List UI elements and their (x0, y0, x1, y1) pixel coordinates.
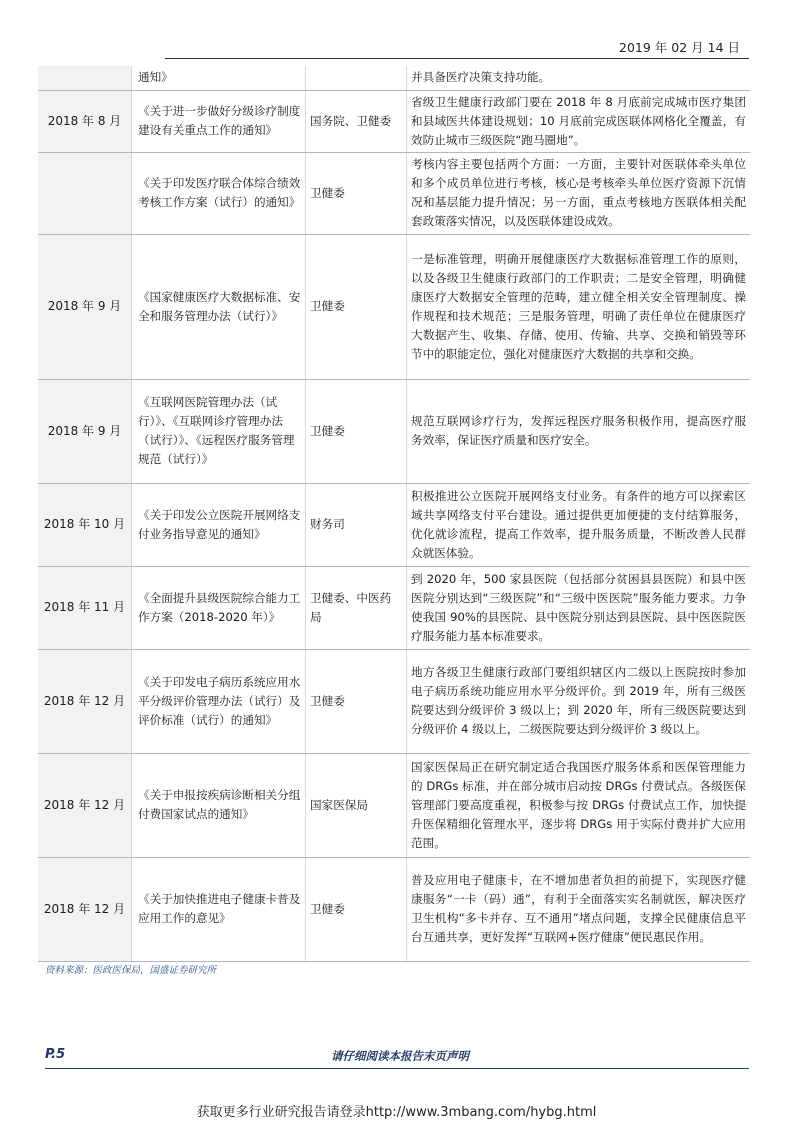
row-department: 国务院、卫健委 (306, 90, 407, 152)
row-content: 国家医保局正在研究制定适合我国医疗服务体系和医保管理能力的 DRGs 标准，并在部分城市启动按 DRGs 付费试点。各级医保管理部门要高度重视，积极参与按 DRGs 付费试点工作，加快提升医保精细化管理水平，逐步将 DRGs 用于实际付费并扩大应用范围。 (407, 753, 751, 857)
row-department (306, 66, 407, 90)
row-department: 卫健委 (306, 379, 407, 483)
row-date: 2018 年 10 月 (38, 483, 132, 566)
row-content: 并具备医疗决策支持功能。 (407, 66, 751, 90)
table-row (38, 234, 750, 379)
row-date: 2018 年 12 月 (38, 649, 132, 753)
disclaimer-note: 请仔细阅读本报告末页声明 (331, 1049, 469, 1063)
row-department: 卫健委 (306, 857, 407, 961)
row-date (38, 66, 132, 90)
row-content: 地方各级卫生健康行政部门要组织辖区内二级以上医院按时参加电子病历系统功能应用水平分级评价。到 2019 年，所有三级医院要达到分级评价 3 级以上；到 2020 年，所有三级医院要达到分级评价 4 级以上，二级医院要达到分级评价 3 级以上。 (407, 649, 751, 753)
row-policy-name: 《关于印发医疗联合体综合绩效考核工作方案（试行）的通知》 (132, 152, 306, 234)
footer-divider (45, 1068, 749, 1069)
source-note: 资料来源：医政医保局，国盛证券研究所 (45, 965, 217, 976)
row-content: 普及应用电子健康卡，在不增加患者负担的前提下，实现医疗健康服务“一卡（码）通”，有利于全面落实实名制就医，解决医疗卫生机构“多卡并存、互不通用”堵点问题，支撑全民健康信息平台互通共享，更好发挥“互联网+医疗健康”便民惠民作用。 (407, 857, 751, 961)
row-department: 财务司 (306, 483, 407, 566)
row-policy-name: 通知》 (132, 66, 306, 90)
page-number: P.5 (45, 1047, 66, 1062)
row-date: 2018 年 9 月 (38, 379, 132, 483)
row-department: 卫健委 (306, 234, 407, 379)
row-date: 2018 年 12 月 (38, 857, 132, 961)
row-policy-name: 《关于加快推进电子健康卡普及应用工作的意见》 (132, 857, 306, 961)
table-row (38, 379, 750, 483)
table-row (38, 483, 750, 566)
row-department: 卫健委 (306, 649, 407, 753)
header-divider (165, 58, 749, 59)
policy-table (38, 66, 750, 962)
row-content: 规范互联网诊疗行为，发挥远程医疗服务积极作用，提高医疗服务效率，保证医疗质量和医疗安全。 (407, 379, 751, 483)
row-date: 2018 年 8 月 (38, 90, 132, 152)
table-row (38, 857, 750, 961)
table-row (38, 753, 750, 857)
row-department: 卫健委 (306, 152, 407, 234)
row-content: 考核内容主要包括两个方面：一方面，主要针对医联体牵头单位和多个成员单位进行考核，核心是考核牵头单位医疗资源下沉情况和基层能力提升情况；另一方面，重点考核地方医联体相关配套政策落实情况，以及医联体建设成效。 (407, 152, 751, 234)
download-banner[interactable]: 获取更多行业研究报告请登录http://www.3mbang.com/hybg.html (196, 1105, 597, 1120)
row-policy-name: 《关于申报按疾病诊断相关分组付费国家试点的通知》 (132, 753, 306, 857)
row-policy-name: 《关于进一步做好分级诊疗制度建设有关重点工作的通知》 (132, 90, 306, 152)
row-policy-name: 《关于印发电子病历系统应用水平分级评价管理办法（试行）及评价标准（试行）的通知》 (132, 649, 306, 753)
row-date (38, 152, 132, 234)
table-row (38, 649, 750, 753)
row-content: 到 2020 年，500 家县医院（包括部分贫困县县医院）和县中医医院分别达到“三级医院”和“三级中医医院”服务能力要求。力争使我国 90%的县医院、县中医院分别达到县医院、县中医医院医疗服务能力基本标准要求。 (407, 566, 751, 649)
row-content: 积极推进公立医院开展网络支付业务。有条件的地方可以探索区域共享网络支付平台建设。通过提供更加便捷的支付结算服务，优化就诊流程，提高工作效率，提升服务质量，不断改善人民群众就医体验。 (407, 483, 751, 566)
table-row (38, 90, 750, 152)
report-date: 2019 年 02 月 14 日 (619, 40, 740, 55)
row-policy-name: 《关于印发公立医院开展网络支付业务指导意见的通知》 (132, 483, 306, 566)
row-date: 2018 年 11 月 (38, 566, 132, 649)
row-policy-name: 《互联网医院管理办法（试行）》、《互联网诊疗管理办法（试行）》、《远程医疗服务管理规范（试行）》 (132, 379, 306, 483)
row-department: 国家医保局 (306, 753, 407, 857)
row-policy-name: 《全面提升县级医院综合能力工作方案（2018-2020 年）》 (132, 566, 306, 649)
row-date: 2018 年 9 月 (38, 234, 132, 379)
table-row (38, 152, 750, 234)
row-date: 2018 年 12 月 (38, 753, 132, 857)
row-department: 卫健委、中医药局 (306, 566, 407, 649)
table-row (38, 566, 750, 649)
row-policy-name: 《国家健康医疗大数据标准、安全和服务管理办法（试行）》 (132, 234, 306, 379)
row-content: 一是标准管理，明确开展健康医疗大数据标准管理工作的原则，以及各级卫生健康行政部门的工作职责；二是安全管理，明确健康医疗大数据安全管理的范畴，建立健全相关安全管理制度、操作规程和技术规范；三是服务管理，明确了责任单位在健康医疗大数据产生、收集、存储、使用、传输、共享、交换和销毁等环节中的职能定位，强化对健康医疗大数据的共享和交换。 (407, 234, 751, 379)
row-content: 省级卫生健康行政部门要在 2018 年 8 月底前完成城市医疗集团和县域医共体建设规划；10 月底前完成医联体网格化全覆盖，有效防止城市三级医院“跑马圈地”。 (407, 90, 751, 152)
table-row (38, 66, 750, 90)
